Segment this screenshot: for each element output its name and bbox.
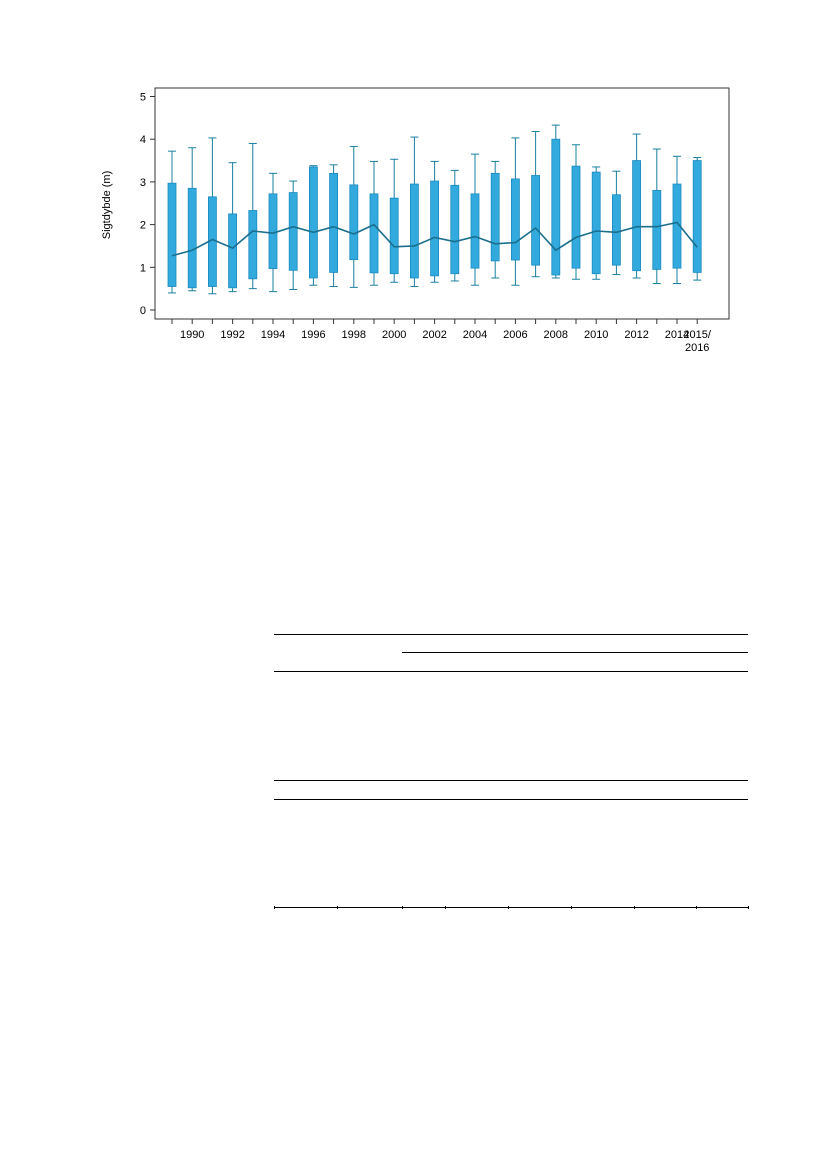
box-plot-chart <box>0 0 826 380</box>
x-tick-label-line: 2002 <box>422 329 447 341</box>
x-tick-label <box>683 329 711 354</box>
box-2009 <box>572 145 580 280</box>
box-iqr <box>653 190 661 269</box>
table-header-subrule <box>402 652 748 653</box>
y-tick-label: 3 <box>139 176 146 189</box>
table-column-tick <box>748 906 749 909</box>
box-iqr <box>491 173 499 261</box>
x-tick-label-line: 2008 <box>543 329 569 341</box>
box-2014 <box>673 156 681 283</box>
box-2002 <box>431 161 439 282</box>
x-tick-label <box>422 329 446 341</box>
x-tick-label-line: 1998 <box>341 329 367 341</box>
box-2012 <box>633 134 641 278</box>
box-1996 <box>309 166 317 286</box>
box-1993 <box>249 143 257 288</box>
y-tick-label: 1 <box>139 262 146 275</box>
table-section-rule-2 <box>274 799 748 800</box>
x-tick-label <box>301 329 325 341</box>
box-2008 <box>552 125 560 278</box>
box-iqr <box>229 214 237 288</box>
y-tick-label: 2 <box>139 219 146 232</box>
table-column-tick <box>337 906 338 909</box>
box-iqr <box>168 183 176 286</box>
box-2005 <box>491 161 499 278</box>
boxes <box>168 125 701 294</box>
box-1989 <box>168 151 176 293</box>
x-tick-label <box>584 329 608 341</box>
box-1997 <box>330 165 338 287</box>
x-tick-label-line: 2015/ <box>683 329 711 341</box>
x-tick-label-line: 1990 <box>179 329 205 341</box>
table-column-tick <box>445 906 446 909</box>
x-tick-label <box>544 329 568 341</box>
box-iqr <box>289 193 297 271</box>
box-iqr <box>309 167 317 278</box>
box-iqr <box>451 185 459 273</box>
x-tick-label-line: 1994 <box>260 329 286 341</box>
x-tick-label-line: 1992 <box>220 329 245 341</box>
box-2007 <box>532 132 540 277</box>
table-header-bottom-rule <box>274 671 748 672</box>
box-1999 <box>370 161 378 285</box>
x-tick-label <box>180 329 204 341</box>
box-iqr <box>592 172 600 274</box>
box-iqr <box>693 161 701 273</box>
box-iqr <box>269 194 277 269</box>
box-2015-2016 <box>693 158 701 281</box>
x-tick-label <box>382 329 406 341</box>
box-iqr <box>511 179 519 260</box>
y-axis <box>140 92 155 318</box>
x-tick-label-line: 2014 <box>664 329 690 341</box>
box-2006 <box>511 138 519 285</box>
x-tick-label-line: 2016 <box>684 342 710 354</box>
x-tick-label <box>503 329 527 341</box>
box-iqr <box>431 181 439 276</box>
box-iqr <box>410 184 418 278</box>
box-iqr <box>572 166 580 268</box>
box-2004 <box>471 154 479 285</box>
box-1991 <box>208 138 216 294</box>
box-2001 <box>410 137 418 286</box>
x-tick-label-line: 2012 <box>624 329 649 341</box>
table-top-rule <box>274 634 748 635</box>
table-column-tick <box>696 906 697 909</box>
table-column-tick <box>571 906 572 909</box>
x-tick-label-line: 2004 <box>462 329 488 341</box>
table-column-tick <box>634 906 635 909</box>
x-tick-label <box>261 329 285 341</box>
box-iqr <box>330 173 338 272</box>
box-2003 <box>451 170 459 281</box>
x-tick-label-line: 2010 <box>583 329 609 341</box>
x-tick-label-line: 2006 <box>503 329 528 341</box>
table-section-rule-1 <box>274 780 748 781</box>
x-tick-label-line: 1996 <box>301 329 326 341</box>
table-column-tick <box>402 906 403 909</box>
box-iqr <box>249 211 257 279</box>
x-tick-label <box>220 329 244 341</box>
x-tick-label <box>624 329 648 341</box>
box-iqr <box>188 188 196 287</box>
box-iqr <box>633 161 641 271</box>
x-tick-label <box>342 329 366 341</box>
x-axis <box>172 319 712 354</box>
box-iqr <box>350 185 358 260</box>
box-1998 <box>350 146 358 287</box>
box-2000 <box>390 159 398 282</box>
box-2011 <box>612 171 620 274</box>
y-axis-title: Sigtdybde (m) <box>101 170 113 240</box>
plot-frame <box>155 88 729 319</box>
box-1995 <box>289 181 297 289</box>
y-tick-label: 0 <box>139 305 146 317</box>
box-iqr <box>612 195 620 265</box>
x-tick-label <box>463 329 487 341</box>
table-column-tick <box>274 906 275 909</box>
box-iqr <box>390 198 398 274</box>
box-1992 <box>229 163 237 292</box>
box-2013 <box>653 149 661 284</box>
x-tick-label-line: 2000 <box>381 329 407 341</box>
box-iqr <box>532 175 540 265</box>
table-column-tick <box>508 906 509 909</box>
box-2010 <box>592 167 600 279</box>
box-iqr <box>552 139 560 275</box>
table-bottom-rule <box>274 907 748 908</box>
box-1990 <box>188 148 196 291</box>
y-tick-label: 5 <box>139 91 146 104</box>
box-iqr <box>471 194 479 268</box>
y-tick-label: 4 <box>139 134 146 147</box>
box-iqr <box>370 194 378 273</box>
